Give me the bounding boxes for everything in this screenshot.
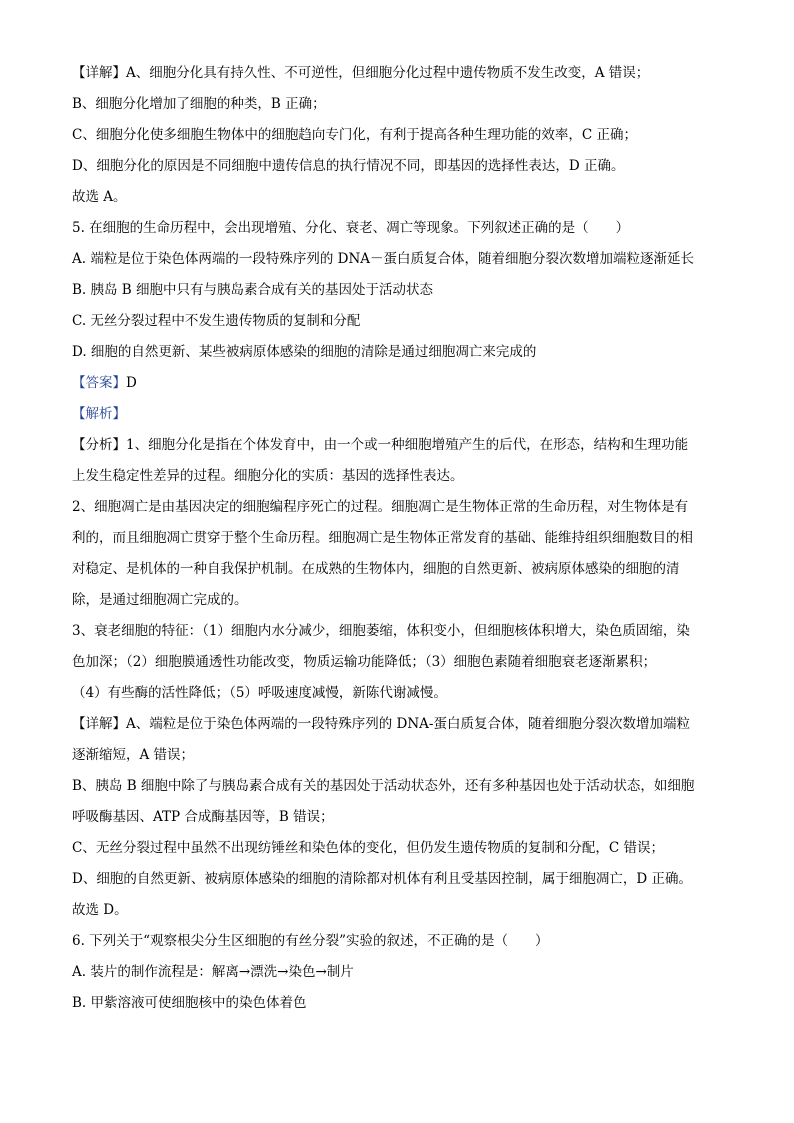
choice-line — [72, 182, 724, 213]
detail-tag: 【详解】 — [72, 716, 126, 732]
line-text: D、细胞分化的原因是不同细胞中遗传信息的执行情况不同，即基因的选择性表达，D 正确。 — [72, 158, 625, 174]
analysis-header — [72, 399, 724, 430]
line-text: B. 胰岛 B 细胞中只有与胰岛素合成有关的基因处于活动状态 — [72, 282, 434, 298]
line-text: 6. 下列关于“观察根尖分生区细胞的有丝分裂”实验的叙述，不正确的是（ ） — [72, 933, 549, 949]
line-text: 故选 A。 — [72, 189, 127, 205]
analysis-line-5 — [72, 554, 724, 585]
line-text: A、端粒是位于染色体两端的一段特殊序列的 DNA-蛋白质复合体，随着细胞分裂次数增加端粒 — [126, 716, 690, 732]
answer-line — [72, 368, 724, 399]
line-text: C、细胞分化使多细胞生物体中的细胞趋向专门化，有利于提高各种生理功能的效率，C 正确； — [72, 127, 637, 143]
option-b — [72, 275, 724, 306]
analysis-subtag: 【分析】 — [72, 437, 126, 453]
line-text: 除，是通过细胞凋亡完成的。 — [72, 592, 248, 608]
line-text: A. 装片的制作流程是：解离→漂洗→染色→制片 — [72, 964, 354, 980]
detail-line-2d — [72, 864, 724, 895]
detail-line-a — [72, 58, 724, 89]
line-text: 对稳定、是机体的一种自我保护机制。在成熟的生物体内，细胞的自然更新、被病原体感染的细胞的清 — [72, 561, 680, 577]
answer-value: D — [126, 375, 137, 391]
document-body — [72, 58, 724, 1019]
analysis-line-9 — [72, 678, 724, 709]
analysis-line-4 — [72, 523, 724, 554]
question-6 — [72, 926, 724, 957]
analysis-line-1 — [72, 430, 724, 461]
question-5 — [72, 213, 724, 244]
line-text: 1、细胞分化是指在个体发育中，由一个或一种细胞增殖产生的后代，在形态，结构和生理功能 — [126, 437, 689, 453]
choice-line-2 — [72, 895, 724, 926]
line-text: （4）有些酶的活性降低；（5）呼吸速度减慢，新陈代谢减慢。 — [72, 685, 447, 701]
line-text: 3、衰老细胞的特征：（1）细胞内水分减少，细胞萎缩，体积变小，但细胞核体积增大，染色质固缩，染 — [72, 623, 690, 639]
detail-tag: 【详解】 — [72, 65, 126, 81]
line-text: A、细胞分化具有持久性、不可逆性，但细胞分化过程中遗传物质不发生改变，A 错误； — [126, 65, 650, 81]
analysis-line-6 — [72, 585, 724, 616]
detail-line-2b-cont — [72, 802, 724, 833]
line-text: 2、细胞凋亡是由基因决定的细胞编程序死亡的过程。细胞凋亡是生物体正常的生命历程，对生物体是有 — [72, 499, 689, 515]
detail-line-2a-cont — [72, 740, 724, 771]
analysis-line-7 — [72, 616, 724, 647]
line-text: D. 细胞的自然更新、某些被病原体感染的细胞的清除是通过细胞凋亡来完成的 — [72, 344, 537, 360]
line-text: C、无丝分裂过程中虽然不出现纺锤丝和染色体的变化，但仍发生遗传物质的复制和分配，C 错误； — [72, 840, 664, 856]
line-text: 色加深；（2）细胞膜通透性功能改变，物质运输功能降低；（3）细胞色素随着细胞衰老逐渐累积； — [72, 654, 657, 670]
line-text: 利的，而且细胞凋亡贯穿于整个生命历程。细胞凋亡是生物体正常发育的基础、能维持组织细胞数目的相 — [72, 530, 693, 546]
analysis-line-3 — [72, 492, 724, 523]
option-6b — [72, 988, 724, 1019]
line-text: B、细胞分化增加了细胞的种类，B 正确； — [72, 96, 326, 112]
detail-line-b — [72, 89, 724, 120]
analysis-tag: 【解析】 — [72, 406, 126, 422]
detail-line-d — [72, 151, 724, 182]
detail-line-2c — [72, 833, 724, 864]
option-a — [72, 244, 724, 275]
analysis-line-8 — [72, 647, 724, 678]
line-text: 上发生稳定性差异的过程。细胞分化的实质：基因的选择性表达。 — [72, 468, 464, 484]
line-text: 5. 在细胞的生命历程中，会出现增殖、分化、衰老、凋亡等现象。下列叙述正确的是（ ） — [72, 220, 630, 236]
detail-line-c — [72, 120, 724, 151]
line-text: D、细胞的自然更新、被病原体感染的细胞的清除都对机体有利且受基因控制，属于细胞凋亡，D 正确。 — [72, 871, 692, 887]
detail-line-2b — [72, 771, 724, 802]
line-text: B. 甲紫溶液可使细胞核中的染色体着色 — [72, 995, 307, 1011]
line-text: B、胰岛 B 细胞中除了与胰岛素合成有关的基因处于活动状态外，还有多种基因也处于活动状态，如细胞 — [72, 778, 695, 794]
detail-line-2a — [72, 709, 724, 740]
option-6a — [72, 957, 724, 988]
option-c — [72, 306, 724, 337]
answer-tag: 【答案】 — [72, 375, 126, 391]
line-text: 逐渐缩短，A 错误； — [72, 747, 195, 763]
line-text: 故选 D。 — [72, 902, 128, 918]
line-text: C. 无丝分裂过程中不发生遗传物质的复制和分配 — [72, 313, 361, 329]
line-text: 呼吸酶基因、ATP 合成酶基因等，B 错误； — [72, 809, 334, 825]
line-text: A. 端粒是位于染色体两端的一段特殊序列的 DNA－蛋白质复合体，随着细胞分裂次数增加端粒逐渐延长 — [72, 251, 695, 267]
option-d — [72, 337, 724, 368]
analysis-line-2 — [72, 461, 724, 492]
